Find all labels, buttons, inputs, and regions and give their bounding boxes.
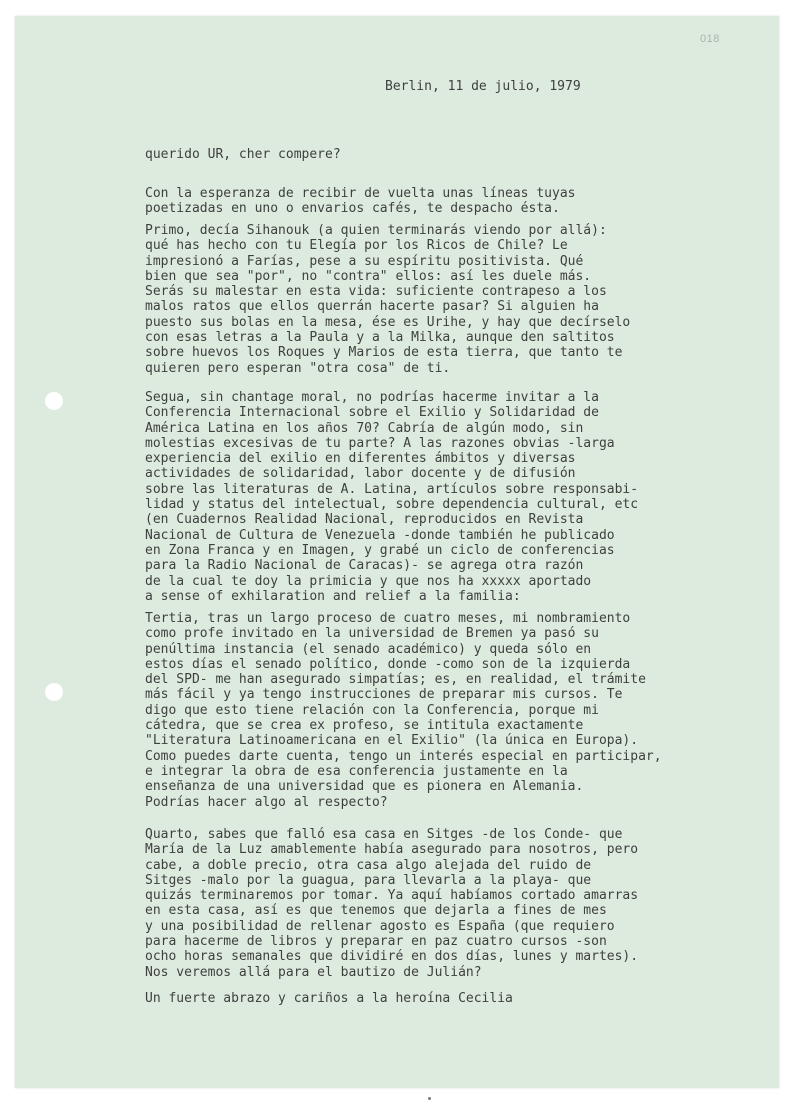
letter-dateline: Berlin, 11 de julio, 1979 [385,79,581,94]
letter-paragraph: Quarto, sabes que falló esa casa en Sitges -de los Conde- que María de la Luz amablemente había asegurado para nosotros, pero cabe, a doble precio, otra casa algo alejada del ruido de Sitges -malo por la guagua, para llevarla a la playa- que quizás terminaremos por tomar. Ya aquí habíamos cortado amarras en esta casa, así es que tenemos que dejarla a fines de mes y una posibilidad de rellenar agosto es España (que requiero para hacerme de libros y preparar en paz cuatro cursos -son ocho horas semanales que dividiré en dos días, lunes y martes). Nos veremos allá para el bautizo de Julián? [145,827,639,980]
punch-hole-upper [45,392,63,410]
letter-paragraph: Con la esperanza de recibir de vuelta unas líneas tuyas poetizadas en uno o envarios cafés, te despacho ésta. [145,186,576,217]
letter-paragraph: Tertia, tras un largo proceso de cuatro meses, mi nombramiento como profe invitado en la universidad de Bremen ya pasó su penúltima instancia (el senado académico) y queda sólo en estos días el senado político, donde -como son de la izquierda del SPD- me han asegurado simpatías; es, en realidad, el trámite más fácil y ya tengo instrucciones de preparar mis cursos. Te digo que esto tiene relación con la Conferencia, porque mi cátedra, que se crea ex profeso, se intitula exactamente "Literatura Latinoamericana en el Exilio" (la única en Europa). Como puedes darte cuenta, tengo un interés especial en participar, e integrar la obra de esa conferencia justamente en la enseñanza de una universidad que es pionera en Alemania. Podrías hacer algo al respecto? [145,611,662,810]
letter-salutation: querido UR, cher compere? [145,147,341,162]
folio-number: 018 [700,33,720,45]
scan-speck [428,1097,431,1100]
letter-paragraph: Segua, sin chantage moral, no podrías hacerme invitar a la Conferencia Internacional sobre el Exilio y Solidaridad de América Latina en los años 70? Cabría de algún modo, sin molestias excesivas de tu parte? A las razones obvias -larga experiencia del exilio en diferentes ámbitos y diversas actividades de solidaridad, labor docente y de difusión sobre las literaturas de A. Latina, artículos sobre responsabi- lidad y status del intelectual, sobre dependencia cultural, etc (en Cuadernos Realidad Nacional, reproducidos en Revista Nacional de Cultura de Venezuela -donde también he publicado en Zona Franca y en Imagen, y grabé un ciclo de conferencias para la Radio Nacional de Caracas)- se agrega otra razón de la cual te doy la primicia y que nos ha xxxxx aportado a sense of exhilaration and relief a la familia: [145,390,639,604]
punch-hole-lower [45,683,63,701]
letter-paragraph: Primo, decía Sihanouk (a quien terminarás viendo por allá): qué has hecho con tu Elegía por los Ricos de Chile? Le impresionó a Farías, pese a su espíritu positivista. Qué bien que sea "por", no "contra" ellos: así les duele más. Serás su malestar en esta vida: suficiente contrapeso a los malos ratos que ellos querrán hacerte pasar? Si alguien ha puesto sus bolas en la mesa, ése es Urihe, y hay que decírselo con esas letras a la Paula y a la Milka, aunque den saltitos sobre huevos los Roques y Marios de esta tierra, que tanto te quieren pero esperan "otra cosa" de ti. [145,223,631,376]
letter-closing: Un fuerte abrazo y cariños a la heroína Cecilia [145,991,513,1006]
